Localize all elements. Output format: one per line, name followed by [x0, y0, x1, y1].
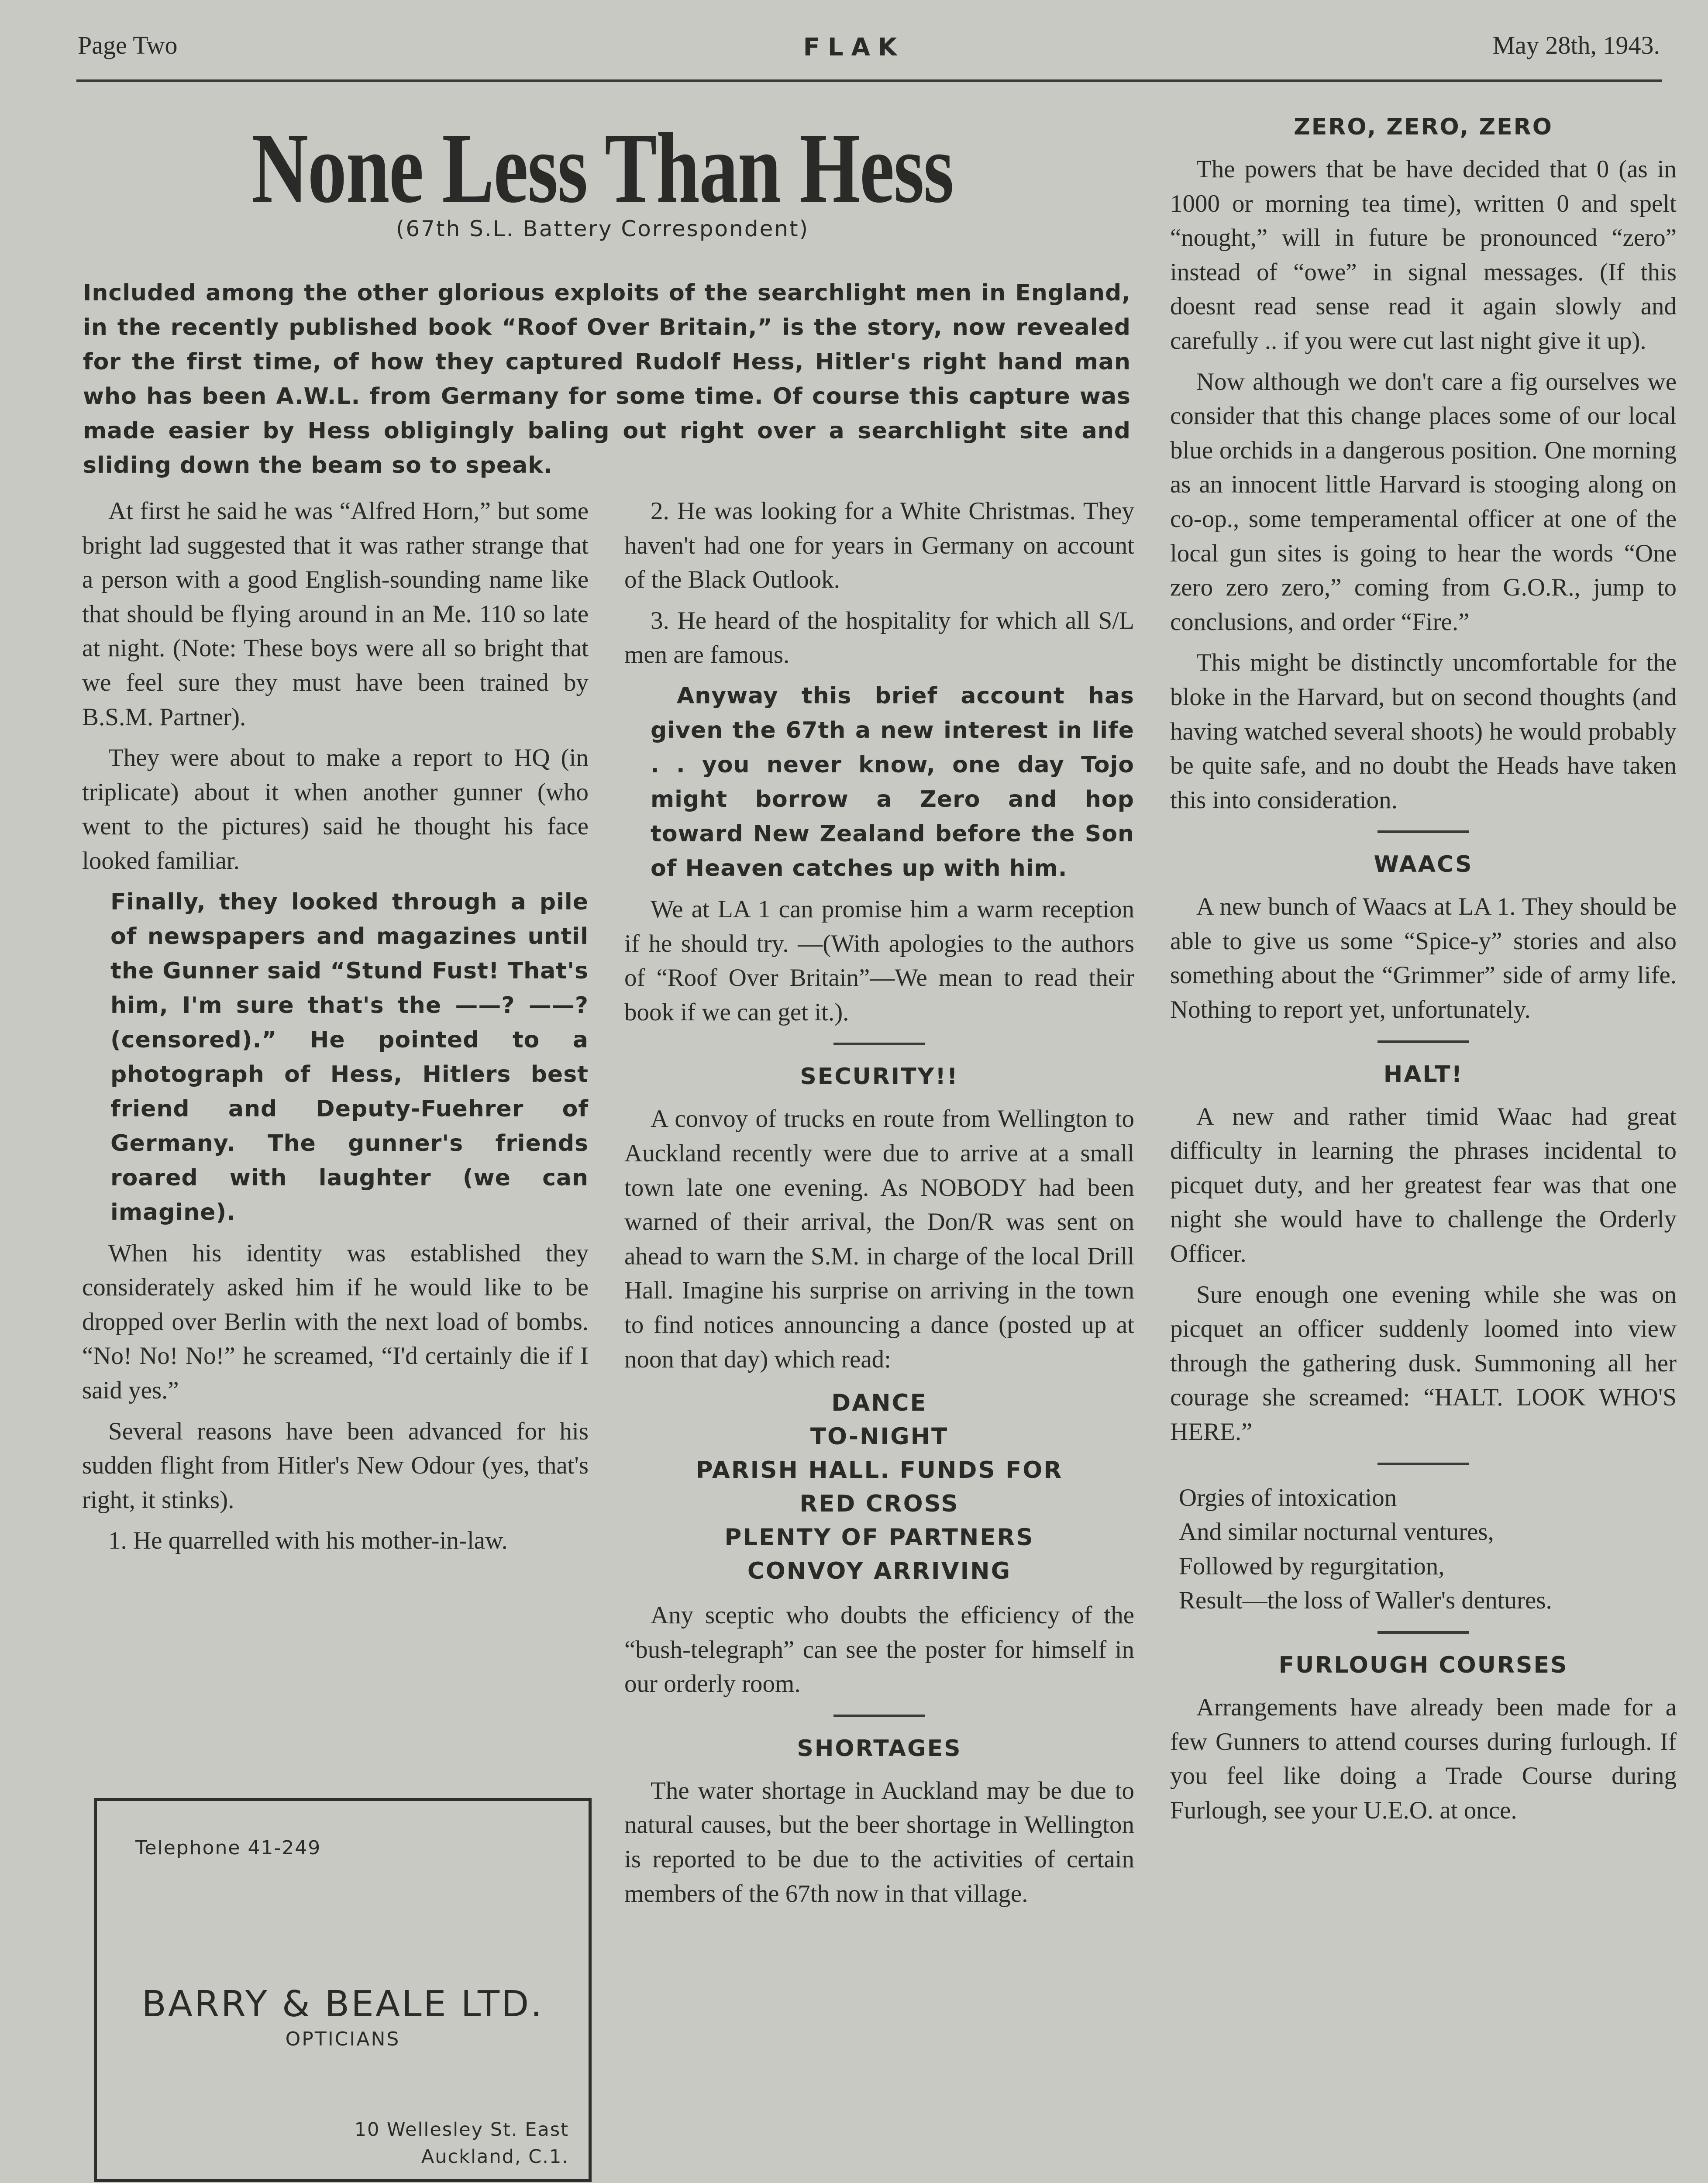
- article-paragraph: We at LA 1 can promise him a warm reception if he should try. —(With apologies to the authors of “Roof Over Britain”—We mean to read their book if we can get it.).: [624, 895, 1134, 1026]
- section-heading-zero: ZERO, ZERO, ZERO: [1294, 114, 1553, 140]
- header-rule: [76, 79, 1662, 82]
- article-paragraph-bold: Finally, they looked through a pile of newspapers and magazines until the Gunner said “Stund Fust! That's him, I'm sure that's the ——? ——? (censored).” He pointed to a photograph of Hess, Hitlers best friend and Deputy-Fuehrer of Germany. The gunner's friends roared with laughter (we can imagine).: [110, 888, 589, 1226]
- section-divider: [1377, 1463, 1469, 1465]
- column-left: [82, 494, 589, 1565]
- zero-paragraph: This might be distinctly uncomfortable for the bloke in the Harvard, but on second thoughts (and having watched several shoots) he would probably be quite safe, and no doubt the Heads have taken this into consideration.: [1170, 649, 1677, 814]
- verse-line: Followed by regurgitation,: [1179, 1552, 1445, 1580]
- advertisement: [94, 1798, 592, 2182]
- notice-line: TO-NIGHT: [810, 1423, 949, 1450]
- section-heading-shortages: SHORTAGES: [797, 1735, 962, 1762]
- verse-line: And similar nocturnal ventures,: [1179, 1518, 1494, 1546]
- article-title: None Less Than Hess: [251, 112, 954, 224]
- article-lead: Included among the other glorious exploits of the searchlight men in England, in the recently published book “Roof Over Britain,” is the story, now revealed for the first time, of how they captured Rudolf Hess, Hitler's right hand man who has been A.W.L. from Germany for some time. Of course this capture was made easier by Hess obligingly baling out right over a searchlight site and sliding down the beam so to speak.: [83, 280, 1131, 479]
- verse-line: Result—the loss of Waller's dentures.: [1179, 1587, 1552, 1615]
- article-paragraph: 3. He heard of the hospitality for which all S/L men are famous.: [624, 606, 1134, 669]
- issue-date: May 28th, 1943.: [1492, 31, 1660, 59]
- notice-line: PARISH HALL. FUNDS FOR: [696, 1457, 1063, 1484]
- section-heading-security: SECURITY!!: [800, 1064, 959, 1090]
- article-paragraph: 1. He quarrelled with his mother-in-law.: [108, 1527, 508, 1555]
- ad-address-line: 10 Wellesley St. East: [354, 2119, 569, 2141]
- notice-line: CONVOY ARRIVING: [747, 1558, 1012, 1585]
- ad-address-line: Auckland, C.1.: [421, 2146, 569, 2168]
- section-divider: [1377, 1631, 1469, 1634]
- ad-subtitle: OPTICIANS: [285, 2028, 400, 2050]
- section-divider: [1377, 830, 1469, 833]
- ad-telephone: Telephone 41-249: [135, 1837, 321, 1859]
- article-paragraph: At first he said he was “Alfred Horn,” but some bright lad suggested that it was rather strange that a person with a good English-sounding name like that should be flying around in an Me. 110 so late at night. (Note: These boys were all so bright that we feel sure they must have been trained by B.S.M. Partner).: [82, 497, 589, 731]
- masthead: FLAK: [803, 33, 905, 62]
- zero-paragraph: The powers that be have decided that 0 (as in 1000 or morning tea time), written 0 and spelt “nought,” will in future be pronounced “zero” instead of “owe” in signal messages. (If this doesnt read sense read it again slowly and carefully .. if you were cut last night give it up).: [1170, 155, 1677, 355]
- notice-line: DANCE: [831, 1390, 927, 1417]
- verse: [1179, 1481, 1677, 1618]
- shortages-paragraph: The water shortage in Auckland may be due to natural causes, but the beer shortage in Wellington is reported to be due to the activities of certain members of the 67th now in that village.: [624, 1777, 1134, 1908]
- article-paragraph: They were about to make a report to HQ (in triplicate) about it when another gunner (who went to the pictures) said he thought his face looked familiar.: [82, 744, 589, 875]
- article-paragraph: When his identity was established they considerately asked him if he would like to be dropped over Berlin with the next load of bombs. “No! No! No!” he screamed, “I'd certainly die if I said yes.”: [82, 1239, 589, 1404]
- notice-line: RED CROSS: [799, 1491, 959, 1518]
- section-heading-furlough: FURLOUGH COURSES: [1278, 1652, 1568, 1678]
- verse-line: Orgies of intoxication: [1179, 1484, 1397, 1512]
- dance-notice: [624, 1386, 1134, 1588]
- notice-line: PLENTY OF PARTNERS: [724, 1524, 1034, 1551]
- halt-paragraph: Sure enough one evening while she was on picquet an officer suddenly loomed into view through the gathering dusk. Summoning all her courage she screamed: “HALT. LOOK WHO'S HERE.”: [1170, 1281, 1677, 1446]
- article-paragraph: 2. He was looking for a White Christmas. They haven't had one for years in Germany on account of the Black Outlook.: [624, 497, 1134, 594]
- column-right: [1170, 111, 1677, 1834]
- furlough-paragraph: Arrangements have already been made for a few Gunners to attend courses during furlough. If you feel like doing a Trade Course during Furlough, see your U.E.O. at once.: [1170, 1693, 1677, 1824]
- zero-paragraph: Now although we don't care a fig ourselves we consider that this change places some of our local blue orchids in a dangerous position. One morning as an innocent little Harvard is stooging along on co-op., some temperamental officer at one of the local gun sites is going to hear the words “One zero zero zero,” coming from G.O.R., jump to conclusions, and order “Fire.”: [1170, 368, 1677, 636]
- section-divider: [833, 1715, 925, 1717]
- waacs-paragraph: A new bunch of Waacs at LA 1. They should be able to give us some “Spice-y” stories and also something about the “Grimmer” side of army life. Nothing to report yet, unfortunately.: [1170, 893, 1677, 1024]
- ad-address: [355, 2116, 569, 2170]
- security-paragraph: Any sceptic who doubts the efficiency of the “bush-telegraph” can see the poster for himself in our orderly room.: [624, 1601, 1134, 1698]
- halt-paragraph: A new and rather timid Waac had great difficulty in learning the phrases incidental to picquet duty, and her greatest fear was that one night she would have to challenge the Orderly Officer.: [1170, 1102, 1677, 1268]
- security-paragraph: A convoy of trucks en route from Wellington to Auckland recently were due to arrive at a small town late one evening. As NOBODY had been warned of their arrival, the Don/R was sent on ahead to warn the S.M. in charge of the local Drill Hall. Imagine his surprise on arriving in the town to find notices announcing a dance (posted up at noon that day) which read:: [624, 1105, 1134, 1373]
- section-divider: [1377, 1040, 1469, 1043]
- section-heading-halt: HALT!: [1383, 1061, 1464, 1088]
- section-heading-waacs: WAACS: [1374, 851, 1473, 878]
- page-number: Page Two: [78, 31, 178, 59]
- section-divider: [833, 1043, 925, 1045]
- article-paragraph-bold: Anyway this brief account has given the 67th a new interest in life . . you never know, one day Tojo might borrow a Zero and hop toward New Zealand before the Son of Heaven catches up with him.: [651, 682, 1134, 881]
- article-paragraph: Several reasons have been advanced for his sudden flight from Hitler's New Odour (yes, that's right, it stinks).: [82, 1417, 589, 1514]
- article-byline: (67th S.L. Battery Correspondent): [396, 216, 809, 241]
- column-middle: [624, 494, 1134, 1918]
- ad-company-name: BARRY & BEALE LTD.: [141, 1983, 544, 2025]
